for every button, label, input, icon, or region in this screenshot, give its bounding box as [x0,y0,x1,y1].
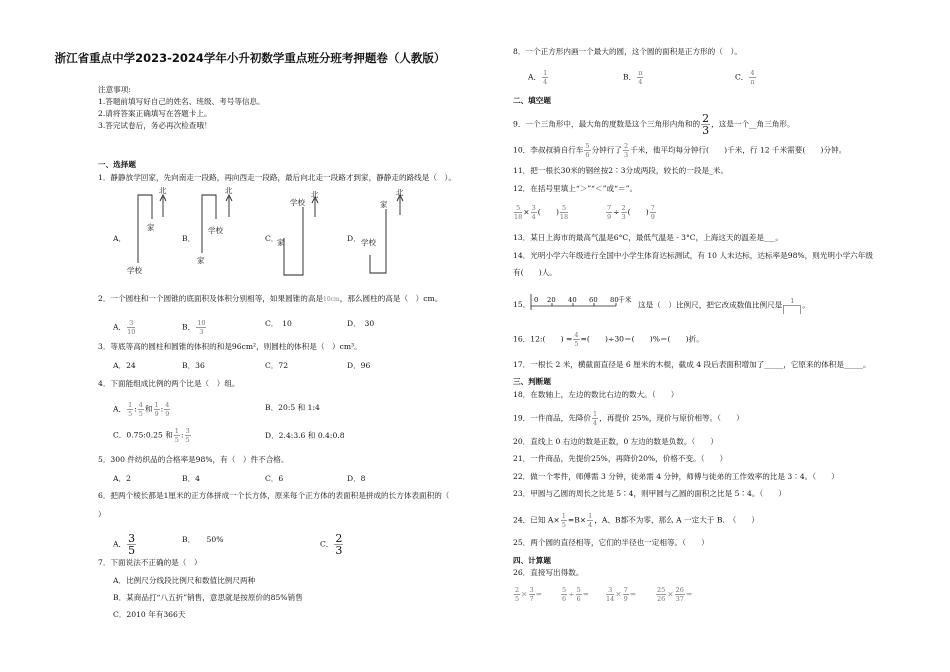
page-title: 浙江省重点中学2023-2024学年小升初数学重点班分班考押题卷（人教版） [54,51,446,65]
scale-tick-label: 20 [547,296,556,304]
question-5: 5．300 件纺织品的合格率是98%，有（ ）件不合格。 [98,455,289,464]
q8-option-b[interactable]: B． $\frac{\pi}{4}$ [623,69,643,86]
question-19: 19．一件商品，先降价 $\frac{1}{4}$ ，再提价 25%，现价与原价相等。（ ） [513,410,744,427]
q1b-north-label: 北 [225,186,233,195]
q4-option-b[interactable]: B．20:5 和 1:4 [265,403,320,412]
q1-option-a[interactable]: A． [113,234,127,243]
question-22: 22．做一个零件，师傅需 3 分钟，徒弟需 4 分钟，师傅与徒弟的工作效率的比是 3∶4。（ ） [513,472,839,481]
scale-tick-label: 60 [589,296,598,304]
q1c-school-label: 学校 [290,198,305,207]
q8-option-a[interactable]: A． $\frac{1}{4}$ [528,69,548,86]
scale-tick-label: 40 [568,296,577,304]
question-9: 9．一个三角形中，最大角的度数是这个三角形内角和的 $\frac{2}{3}$ ，这是一个__角三角形。 [513,112,795,137]
question-14: 14．光明小学六年级进行全国中小学生体育达标测试，有 10 人未达标，达标率是98%，则光明小学六年级 [513,251,873,260]
section-heading: 四、计算题 [513,556,551,565]
q5-option-b[interactable]: B．4 [182,474,201,483]
notice-item: 3.答完试卷后，务必再次检查哦！ [98,121,212,130]
q2-option-c[interactable]: C． 10 [265,319,292,328]
question-3: 3．等底等高的圆柱和圆锥的体积的和是96cm²，则圆柱的体积是（ ）cm³。 [98,342,362,351]
question-4: 4．下面能组成比例的两个比是（ ）组。 [98,379,240,388]
q7-option-a[interactable]: A．比例尺分线段比例尺和数值比例尺两种 [113,576,256,585]
question-13: 13．某日上海市的最高气温是6°C，最低气温是 - 3°C，上海这天的温差是___。 [513,233,783,242]
section-heading: 二、填空题 [513,96,551,105]
q26-expr: $\frac{3}{14}$ × $\frac{7}{9}$ = [606,586,637,603]
question-16: 16．12:( ) = $\frac{4}{5}$ =( )÷30＝( )%＝( )折。 [513,331,704,348]
q1b-school-label: 学校 [208,226,223,235]
q6-option-a[interactable]: A． $\frac{3}{5}$ [113,532,136,557]
scale-tick-label: 0 [534,296,539,304]
question-26: 26．直接写出得数。 [513,568,584,577]
q1d-north-label: 北 [396,188,404,197]
q5-option-a[interactable]: A．2 [113,474,131,483]
question-20: 20．直线上 0 右边的数是正数，0 左边的数是负数。（ ） [513,437,719,446]
q7-option-c[interactable]: C．2010 年有366天 [113,610,186,619]
question-7: 7．下面说法不正确的是（ ） [98,558,202,567]
notice-heading: 注意事项: [98,85,131,94]
question-1: 1．静静放学回家，先向南走一段路，再向西走一段路，最后向北走一段路才到家，静静走的路线是（ ）。 [98,173,456,182]
q2-option-d[interactable]: D． 30 [347,319,375,328]
q15-line-scale [528,292,638,314]
q26-expr: $\frac{25}{26}$ × $\frac{26}{37}$ = [657,586,693,603]
notice-item: 2.请将答案正确填写在答题卡上。 [98,109,212,118]
q5-option-c[interactable]: C．6 [265,474,284,483]
q3-option-a[interactable]: A．24 [113,361,136,370]
q6-option-c[interactable]: C． $\frac{2}{3}$ [320,532,343,557]
q1a-home-label: 家 [147,223,155,232]
section-heading: 一、选择题 [98,160,136,169]
section-heading: 三、判断题 [513,377,551,386]
q12-expr-b: $\frac{7}{9}$ ÷ $\frac{2}{3}$ ( ) $\frac{7}{9}$ [607,204,655,221]
question-6: 6．把两个棱长都是1厘米的正方体拼成一个长方体，原来每个正方体的表面积是拼成的长方体表面积的（ [98,491,450,500]
q7-option-b[interactable]: B．某商品打“八五折”销售，意思就是按原价的85%销售 [113,593,303,602]
q1a-school-label: 学校 [127,266,142,275]
q2-height-value: 10cm [323,296,340,303]
q1d-home-label: 家 [380,200,388,209]
question-21: 21．一件商品，先提价25%，再降价20%，价格不变。（ ） [513,454,728,463]
scale-unit-label: 千米 [618,296,632,304]
q1-option-d[interactable]: D． [347,234,361,243]
question-12: 12．在括号里填上“＞”“＜”或“＝”。 [513,184,638,193]
q4-option-d[interactable]: D．2.4:3.6 和 0.4:0.8 [265,431,345,440]
q2-option-a[interactable]: A． $\frac{3}{10}$ [113,319,136,336]
q3-option-c[interactable]: C．72 [265,361,289,370]
question-15-number: 15． [513,300,531,309]
q1d-school-label: 学校 [361,238,376,247]
question-25: 25．两个圆的直径相等，它们的半径也一定相等。（ ） [513,538,709,547]
q6-option-b[interactable]: B． 50% [182,535,224,544]
q26-expr: $\frac{5}{6}$ ÷ $\frac{5}{6}$ = [562,586,590,603]
q1b-home-label: 家 [197,256,205,265]
q4-option-c[interactable]: C．0.75:0.25 和 $\frac{1}{5}$ : $\frac{3}{5}$ [113,427,190,444]
question-10: 10．李叔叔骑自行车 $\frac{5}{6}$ 分钟行了 $\frac{2}{3}$ 千米，他平均每分钟行( )千米，行 12 千米需要( )分钟。 [513,142,847,159]
question-18: 18．在数轴上，左边的数比右边的数大。（ ） [513,390,679,399]
q4-option-a[interactable]: A． $\frac{1}{5}$ : $\frac{4}{5}$ 和 $\frac{1}{9}$ : $\frac{4}{9}$ [113,401,170,418]
q1a-north-label: 北 [159,186,167,195]
q3-option-d[interactable]: D．96 [347,361,371,370]
q2-text-a: 2．一个圆柱和一个圆锥的底面积及体积分别相等，如果圆锥的高是 [98,294,324,303]
q8-option-c[interactable]: C． $\frac{4}{\pi}$ [735,69,755,86]
q12-expr-a: $\frac{5}{18}$ × $\frac{3}{4}$ ( ) $\frac{5}{18}$ [514,204,569,221]
q3-option-b[interactable]: B．36 [182,361,205,370]
question-23: 23．甲圆与乙圆的周长之比是 5∶4，则甲圆与乙圆的面积之比是 5∶4。（ ） [513,489,787,498]
question-17: 17．一根长 2 米，横截面直径是 6 厘米的木棍，截成 4 段后表面积增加了_____，它原来的体积是_____。 [513,360,871,369]
question-15: 这是（ ）比例尺，把它改成数值比例尺是 1 。 [638,297,810,314]
question-8: 8．一个正方形内画一个最大的圆，这个圆的面积是正方形的（ ）。 [513,47,742,56]
q2-option-b[interactable]: B． $\frac{10}{3}$ [182,319,206,336]
q5-option-d[interactable]: D．8 [347,474,366,483]
q26-expr: $\frac{2}{5}$ × $\frac{3}{7}$ = [515,586,543,603]
q1c-home-label: 家 [277,238,285,247]
q1-route-diagrams [100,183,430,278]
notice-item: 1.答题前填写好自己的姓名、班级、考号等信息。 [98,97,265,106]
q1-option-b[interactable]: B． [182,234,196,243]
question-24: 24．已知 A× $\frac{1}{5}$ =B× $\frac{1}{4}$ ，A、B都不为零，那么 A 一定大于 B. （ ） [513,512,759,529]
scale-tick-label: 80 [610,296,619,304]
question-2 [98,294,442,305]
q1-option-c[interactable]: C． [265,234,279,243]
q1c-north-label: 北 [311,190,319,199]
q2-text-b: ，那么圆柱的高是（ ）cm。 [339,294,443,303]
question-11: 11．把一根长30米的钢丝按2∶3分成两段，较长的一段是_米。 [513,166,729,175]
question-6-cont: ） [98,510,106,519]
question-14-cont: 有( )人。 [513,268,557,277]
